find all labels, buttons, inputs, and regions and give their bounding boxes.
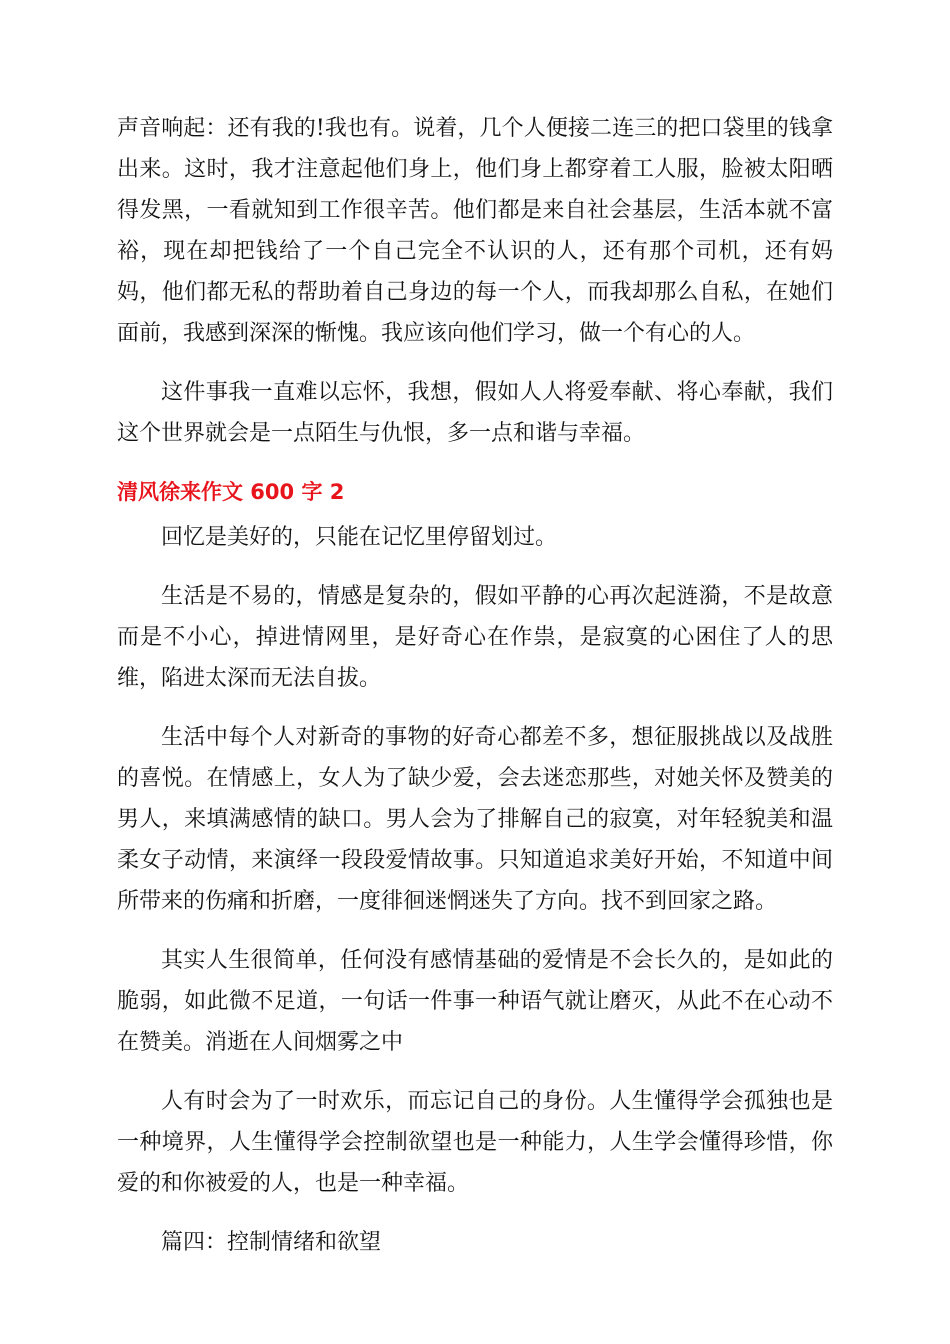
section-heading: 清风徐来作文 600 字 2 — [117, 480, 345, 504]
section-subtitle: 篇四：控制情绪和欲望 — [161, 1230, 382, 1255]
paragraph: 其实人生很简单，任何没有感情基础的爱情是不会长久的，是如此的脆弱，如此微不足道，一句话一件事一种语气就让磨灭，从此不在心动不在赞美。消逝在人间烟雾之中 — [117, 948, 833, 1055]
paragraph: 生活是不易的，情感是复杂的，假如平静的心再次起涟漪，不是故意而是不小心，掉进情网里，是好奇心在作祟，是寂寞的心困住了人的思维，陷进太深而无法自拔。 — [117, 584, 833, 691]
paragraph: 这件事我一直难以忘怀，我想，假如人人将爱奉献、将心奉献，我们这个世界就会是一点陌生与仇恨，多一点和谐与幸福。 — [117, 380, 833, 446]
document-page — [117, 108, 833, 1281]
paragraph: 生活中每个人对新奇的事物的好奇心都差不多，想征服挑战以及战胜的喜悦。在情感上，女人为了缺少爱，会去迷恋那些，对她关怀及赞美的男人，来填满感情的缺口。男人会为了排解自己的寂寞，对年轻貌美和温柔女子动情，来演绎一段段爱情故事。只知道追求美好开始，不知道中间所带来的伤痛和折磨，一度徘徊迷惘迷失了方向。找不到回家之路。 — [117, 725, 833, 914]
paragraph: 人有时会为了一时欢乐，而忘记自己的身份。人生懂得学会孤独也是一种境界，人生懂得学会控制欲望也是一种能力，人生学会懂得珍惜，你爱的和你被爱的人，也是一种幸福。 — [117, 1089, 833, 1196]
paragraph: 回忆是美好的，只能在记忆里停留划过。 — [161, 525, 558, 550]
paragraph: 声音响起：还有我的!我也有。说着，几个人便接二连三的把口袋里的钱拿出来。这时，我才注意起他们身上，他们身上都穿着工人服，脸被太阳晒得发黑，一看就知到工作很辛苦。他们都是来自社会基层，生活本就不富裕，现在却把钱给了一个自己完全不认识的人，还有那个司机，还有妈妈，他们都无私的帮助着自己身边的每一个人，而我却那么自私，在她们面前，我感到深深的惭愧。我应该向他们学习，做一个有心的人。 — [117, 116, 833, 346]
